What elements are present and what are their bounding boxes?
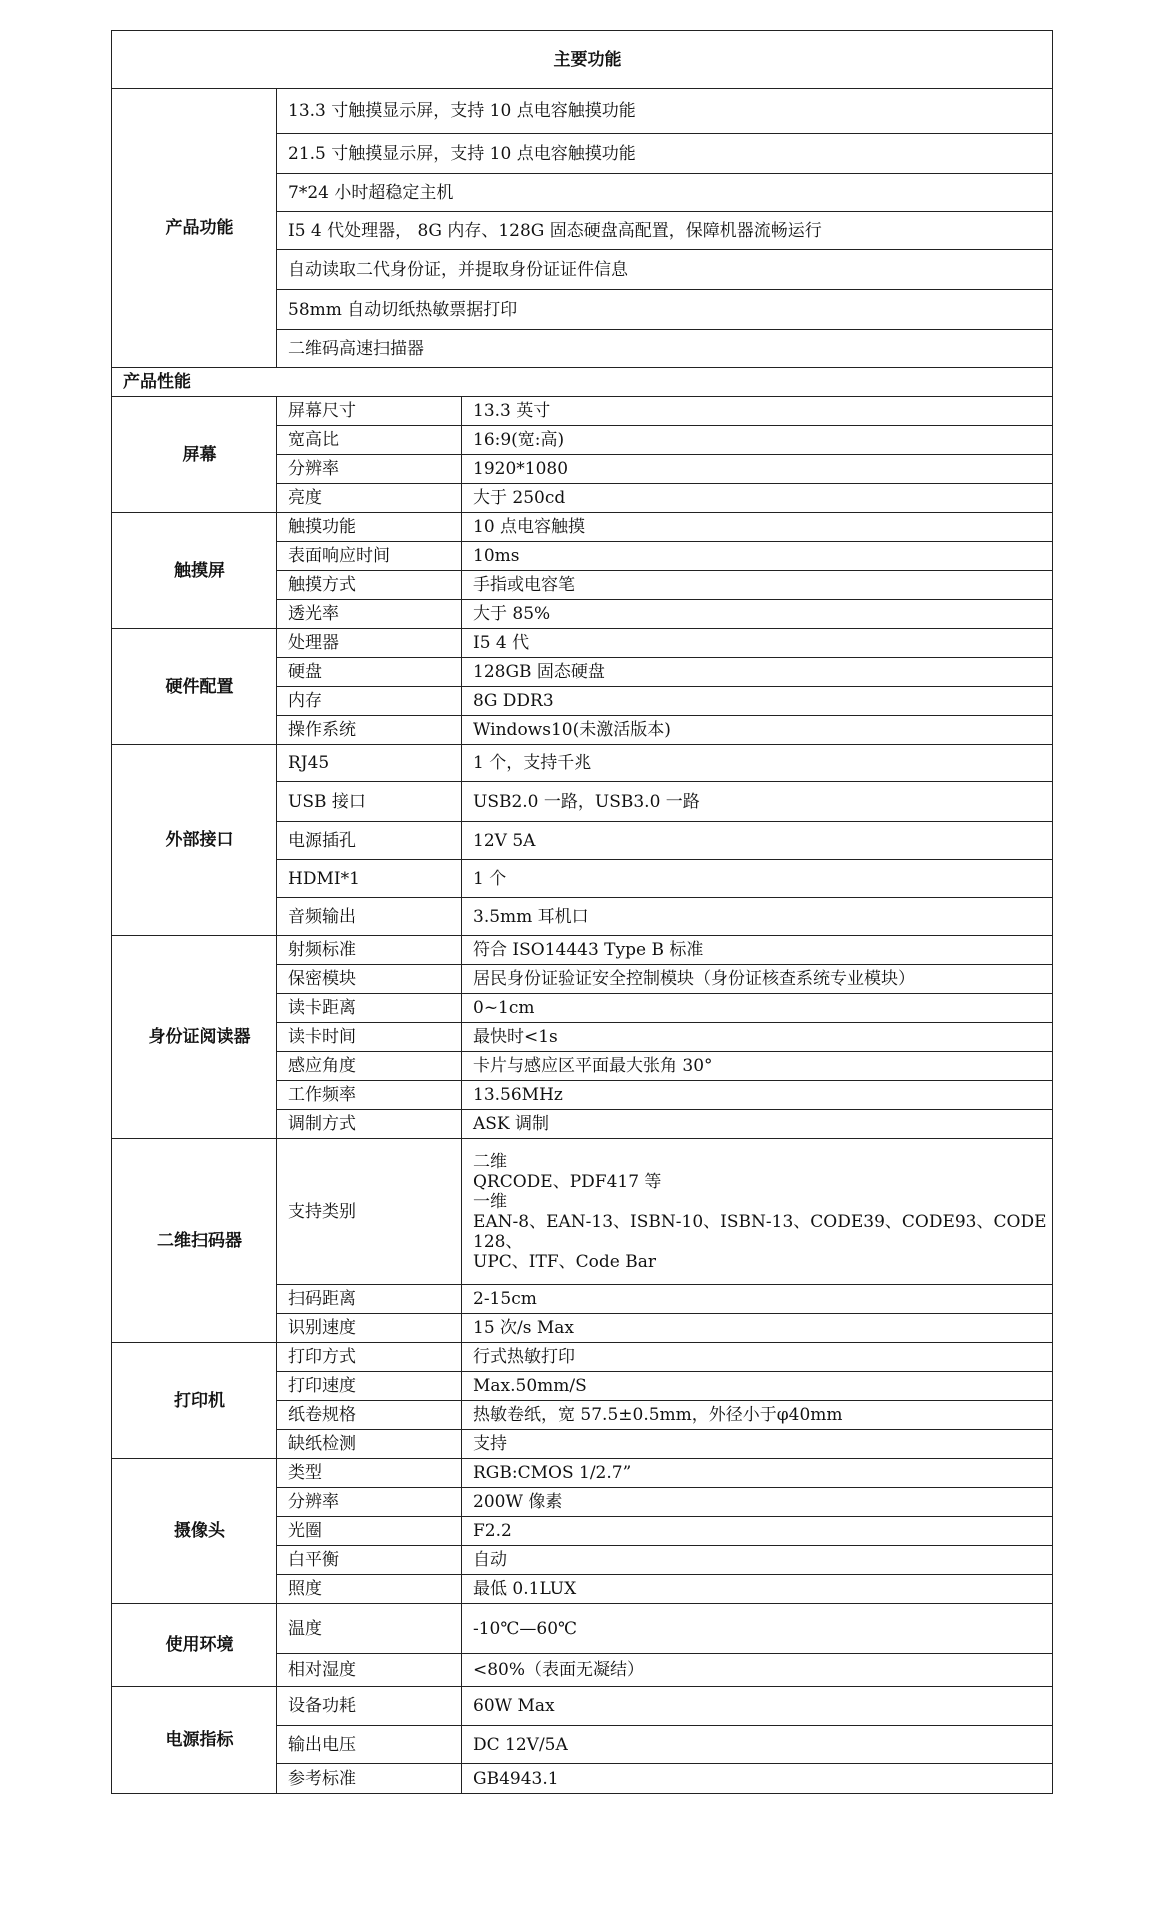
spec-value: 1920*1080 <box>462 455 1053 484</box>
spec-key: 硬盘 <box>277 658 462 687</box>
spec-row <box>112 1343 1053 1372</box>
spec-value: 1 个 <box>462 860 1053 898</box>
spec-value: 10ms <box>462 542 1053 571</box>
spec-value: F2.2 <box>462 1517 1053 1546</box>
spec-key: 亮度 <box>277 484 462 513</box>
spec-value: 最快时<1s <box>462 1023 1053 1052</box>
spec-key: 打印方式 <box>277 1343 462 1372</box>
spec-value: 128GB 固态硬盘 <box>462 658 1053 687</box>
category-touch: 触摸屏 <box>112 513 277 629</box>
spec-value: I5 4 代 <box>462 629 1053 658</box>
spec-key: 表面响应时间 <box>277 542 462 571</box>
spec-key: 触摸功能 <box>277 513 462 542</box>
spec-value: 行式热敏打印 <box>462 1343 1053 1372</box>
category-screen: 屏幕 <box>112 397 277 513</box>
spec-value: 10 点电容触摸 <box>462 513 1053 542</box>
spec-value: 3.5mm 耳机口 <box>462 898 1053 936</box>
spec-value: 卡片与感应区平面最大张角 30° <box>462 1052 1053 1081</box>
spec-value: Max.50mm/S <box>462 1372 1053 1401</box>
spec-row <box>112 397 1053 426</box>
spec-row <box>112 936 1053 965</box>
spec-key: 温度 <box>277 1604 462 1654</box>
spec-key: HDMI*1 <box>277 860 462 898</box>
support-line: QRCODE、PDF417 等 <box>473 1171 662 1192</box>
category-camera: 摄像头 <box>112 1459 277 1604</box>
spec-row <box>112 1459 1053 1488</box>
spec-row <box>112 745 1053 782</box>
spec-value: 13.56MHz <box>462 1081 1053 1110</box>
function-item: 二维码高速扫描器 <box>277 330 1053 368</box>
spec-key: 相对湿度 <box>277 1654 462 1687</box>
spec-value: DC 12V/5A <box>462 1726 1053 1764</box>
spec-key: 缺纸检测 <box>277 1430 462 1459</box>
spec-value: 手指或电容笔 <box>462 571 1053 600</box>
spec-key: RJ45 <box>277 745 462 782</box>
spec-key: 参考标准 <box>277 1764 462 1794</box>
spec-row <box>112 1604 1053 1654</box>
spec-value: 200W 像素 <box>462 1488 1053 1517</box>
spec-value: 1 个，支持千兆 <box>462 745 1053 782</box>
category-ports: 外部接口 <box>112 745 277 936</box>
spec-key: 透光率 <box>277 600 462 629</box>
category-scanner: 二维扫码器 <box>112 1139 277 1343</box>
spec-key: 打印速度 <box>277 1372 462 1401</box>
spec-key: 分辨率 <box>277 455 462 484</box>
spec-key: 音频输出 <box>277 898 462 936</box>
spec-value: 0~1cm <box>462 994 1053 1023</box>
function-item: 13.3 寸触摸显示屏，支持 10 点电容触摸功能 <box>277 89 1053 134</box>
spec-key: 触摸方式 <box>277 571 462 600</box>
spec-row <box>112 629 1053 658</box>
spec-key: 输出电压 <box>277 1726 462 1764</box>
spec-value: 自动 <box>462 1546 1053 1575</box>
spec-value: 最低 0.1LUX <box>462 1575 1053 1604</box>
spec-value: 大于 250cd <box>462 484 1053 513</box>
spec-key: 操作系统 <box>277 716 462 745</box>
spec-key: 识别速度 <box>277 1314 462 1343</box>
spec-value: USB2.0 一路，USB3.0 一路 <box>462 782 1053 822</box>
spec-key: 宽高比 <box>277 426 462 455</box>
category-idreader: 身份证阅读器 <box>112 936 277 1139</box>
spec-key: 纸卷规格 <box>277 1401 462 1430</box>
spec-value: 2-15cm <box>462 1285 1053 1314</box>
spec-key: 照度 <box>277 1575 462 1604</box>
spec-key: 光圈 <box>277 1517 462 1546</box>
spec-key: 扫码距离 <box>277 1285 462 1314</box>
spec-value: Windows10(未激活版本) <box>462 716 1053 745</box>
spec-key: 调制方式 <box>277 1110 462 1139</box>
spec-value: 8G DDR3 <box>462 687 1053 716</box>
spec-key: 感应角度 <box>277 1052 462 1081</box>
category-power: 电源指标 <box>112 1687 277 1794</box>
category-functions: 产品功能 <box>112 89 277 368</box>
spec-value: <80%（表面无凝结） <box>462 1654 1053 1687</box>
spec-key: 保密模块 <box>277 965 462 994</box>
spec-value: 15 次/s Max <box>462 1314 1053 1343</box>
spec-value: 13.3 英寸 <box>462 397 1053 426</box>
function-item: 21.5 寸触摸显示屏，支持 10 点电容触摸功能 <box>277 134 1053 174</box>
spec-key: 分辨率 <box>277 1488 462 1517</box>
spec-key: 处理器 <box>277 629 462 658</box>
spec-value: 12V 5A <box>462 822 1053 860</box>
function-row <box>112 89 1053 134</box>
spec-key: 射频标准 <box>277 936 462 965</box>
support-line: UPC、ITF、Code Bar <box>473 1251 656 1272</box>
spec-value: 60W Max <box>462 1687 1053 1726</box>
performance-label: 产品性能 <box>112 368 1053 397</box>
spec-key: 支持类别 <box>277 1139 462 1285</box>
spec-key: 电源插孔 <box>277 822 462 860</box>
spec-table <box>111 30 1053 1794</box>
spec-key: 白平衡 <box>277 1546 462 1575</box>
function-item: 58mm 自动切纸热敏票据打印 <box>277 290 1053 330</box>
support-line: EAN-8、EAN-13、ISBN-10、ISBN-13、CODE39、CODE93、CODE128、 <box>473 1211 1047 1252</box>
support-line: 一维 <box>473 1191 507 1212</box>
spec-value-multiline <box>462 1139 1053 1285</box>
spec-key: 内存 <box>277 687 462 716</box>
spec-value: 符合 ISO14443 Type B 标准 <box>462 936 1053 965</box>
spec-key: USB 接口 <box>277 782 462 822</box>
function-item: 自动读取二代身份证，并提取身份证证件信息 <box>277 250 1053 290</box>
spec-value: 热敏卷纸，宽 57.5±0.5mm，外径小于φ40mm <box>462 1401 1053 1430</box>
page-title: 主要功能 <box>112 31 1053 89</box>
spec-key: 设备功耗 <box>277 1687 462 1726</box>
performance-header-row <box>112 368 1053 397</box>
spec-key: 读卡时间 <box>277 1023 462 1052</box>
function-item: I5 4 代处理器， 8G 内存、128G 固态硬盘高配置，保障机器流畅运行 <box>277 212 1053 250</box>
spec-value: 大于 85% <box>462 600 1053 629</box>
support-line: 二维 <box>473 1151 507 1172</box>
spec-key: 读卡距离 <box>277 994 462 1023</box>
spec-row <box>112 513 1053 542</box>
spec-row <box>112 1139 1053 1285</box>
spec-key: 屏幕尺寸 <box>277 397 462 426</box>
spec-value: -10℃—60℃ <box>462 1604 1053 1654</box>
spec-key: 工作频率 <box>277 1081 462 1110</box>
function-item: 7*24 小时超稳定主机 <box>277 174 1053 212</box>
title-row <box>112 31 1053 89</box>
spec-value: RGB:CMOS 1/2.7” <box>462 1459 1053 1488</box>
category-hardware: 硬件配置 <box>112 629 277 745</box>
spec-value: ASK 调制 <box>462 1110 1053 1139</box>
spec-value: 支持 <box>462 1430 1053 1459</box>
spec-value: 居民身份证验证安全控制模块（身份证核查系统专业模块） <box>462 965 1053 994</box>
spec-value: GB4943.1 <box>462 1764 1053 1794</box>
category-environment: 使用环境 <box>112 1604 277 1687</box>
spec-row <box>112 1687 1053 1726</box>
category-printer: 打印机 <box>112 1343 277 1459</box>
spec-sheet <box>111 30 1052 1794</box>
spec-key: 类型 <box>277 1459 462 1488</box>
spec-value: 16:9(宽:高) <box>462 426 1053 455</box>
